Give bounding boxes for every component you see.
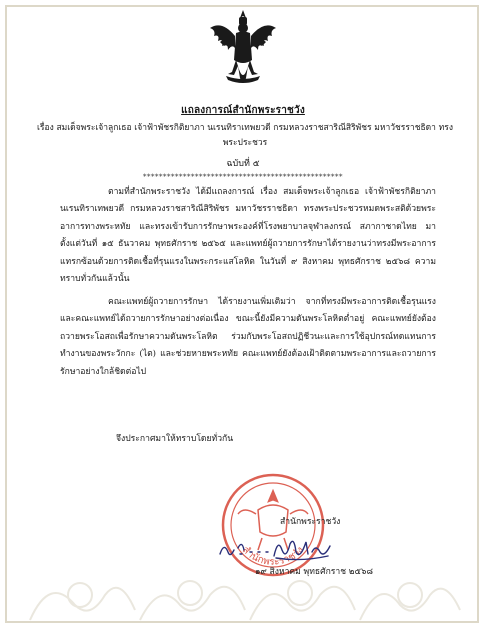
announcement-title: แถลงการณ์สำนักพระราชวัง [181, 105, 305, 116]
announcement-subject: เรื่อง สมเด็จพระเจ้าลูกเธอ เจ้าฟ้าพัชรกิติยาภา นเรนทิราเทพยวดี กรมหลวงราชสาริณีสิริพัชร มหาวัชรราชธิดา ทรงพระประชวร [37, 123, 453, 148]
paragraph-background: ตามที่สำนักพระราชวัง ได้มีแถลงการณ์ เรื่อง สมเด็จพระเจ้าลูกเธอ เจ้าฟ้าพัชรกิติยาภา นเรนทิราเทพยวดี กรมหลวงราชสาริณีสิริพัชร มหาวัชรราชธิดา ทรงพระประชวรหมดพระสติด้วยพระอาการทางพระหทัย และทรงเข้ารับการรักษาพระองค์ที่โรงพยาบาลจุฬาลงกรณ์ สภากาชาดไทย มาตั้งแต่วันที่ ๑๕ ธันวาคม พุทธศักราช ๒๕๖๕ และแพทย์ผู้ถวายการรักษาได้รายงานว่าทรงมีพระอาการแทรกซ้อนด้วยการติดเชื้อที่รุนแรงในพระกระแสโลหิต ในวันที่ ๙ สิงหาคม พุทธศักราช ๒๕๖๘ ความทราบทั่วกันแล้วนั้น [60, 187, 436, 285]
announcement-date: ๑๙ สิงหาคม พุทธศักราช ๒๕๖๘ [255, 567, 374, 577]
signer-name: สำนักพระราชวัง [280, 517, 341, 527]
handwritten-signature [216, 534, 334, 562]
paragraph-medical-update: คณะแพทย์ผู้ถวายการรักษา ได้รายงานเพิ่มเติมว่า จากที่ทรงมีพระอาการติดเชื้อรุนแรง และคณะแพทย์ได้ถวายการรักษาอย่างต่อเนื่อง ขณะนี้ยังมีความดันพระโลหิตต่ำอยู่ คณะแพทย์ยังต้องถวายพระโอสถเพื่อรักษาความดันพระโลหิต ร่วมกับพระโอสถปฏิชีวนะและการใช้อุปกรณ์ทดแทนการทำงานของพระวักกะ (ไต) และช่วยหายพระหทัย คณะแพทย์ยังต้องเฝ้าติดตามพระอาการและถวายการรักษาอย่างใกล้ชิดต่อไป [60, 297, 436, 377]
garuda-emblem-icon [208, 8, 278, 94]
issue-number: ฉบับที่ ๕ [226, 159, 260, 169]
seal-text: สำนักพระราชวัง [239, 544, 307, 568]
separator-line: ************************************************** [143, 173, 343, 181]
paragraph-closing: จึงประกาศมาให้ทราบโดยทั่วกัน [116, 434, 234, 444]
